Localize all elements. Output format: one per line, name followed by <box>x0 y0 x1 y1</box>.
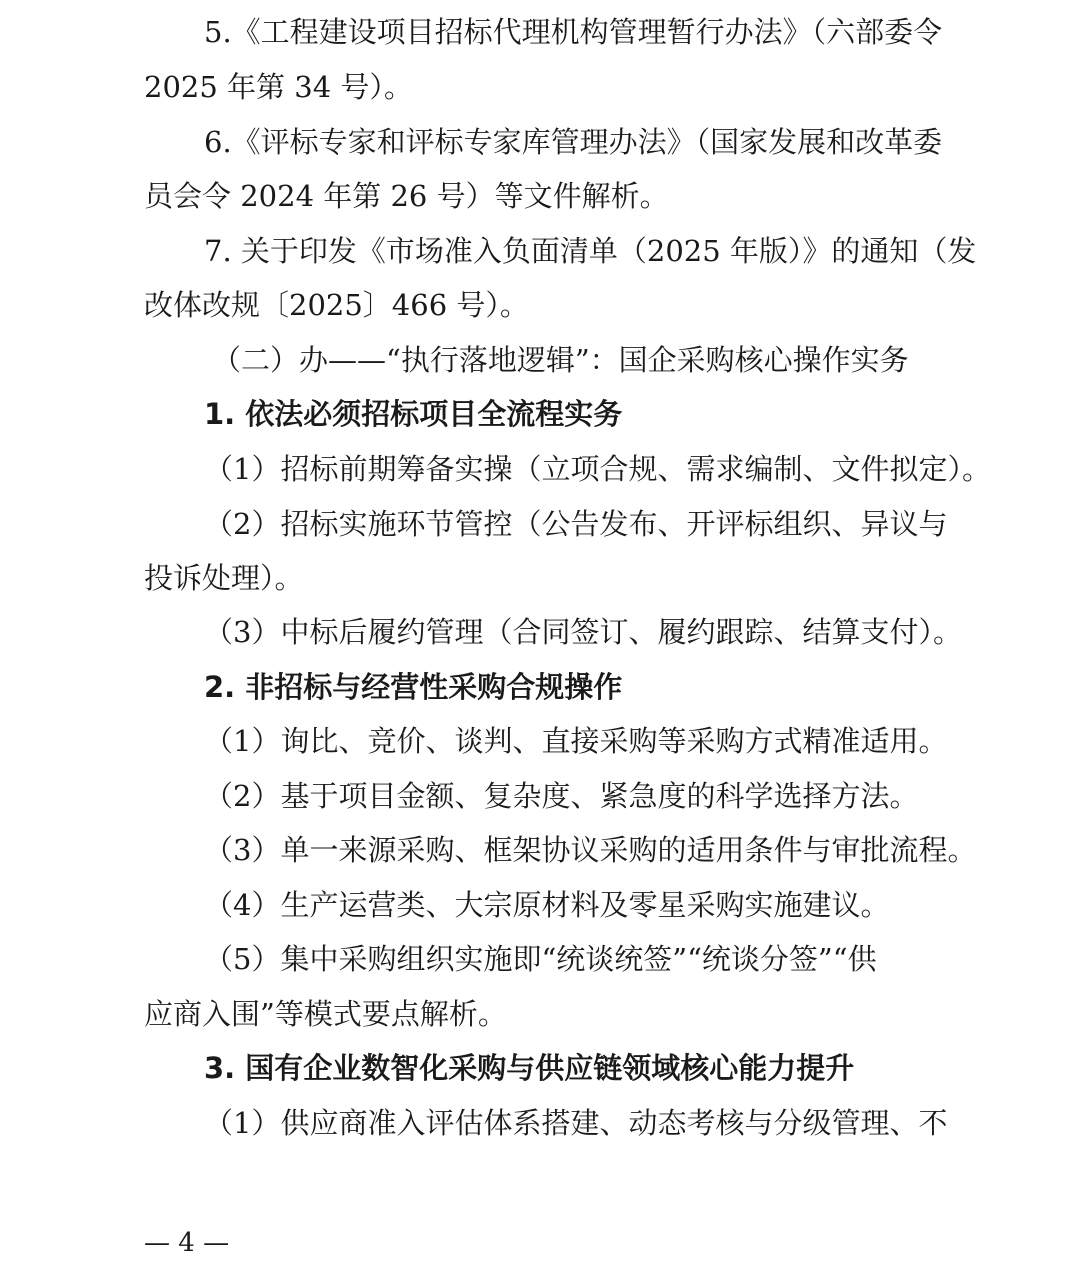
list-item-5: 5.《工程建设项目招标代理机构管理暂行办法》（六部委令 <box>204 15 943 49</box>
subsection-heading-2: 2. 非招标与经营性采购合规操作 <box>204 670 623 704</box>
list-item-1-1: （1）招标前期筹备实操（立项合规、需求编制、文件拟定）。 <box>204 452 991 486</box>
subsection-heading-3: 3. 国有企业数智化采购与供应链领域核心能力提升 <box>204 1051 855 1085</box>
list-item-2-5-continued: 应商入围”等模式要点解析。 <box>144 997 507 1031</box>
list-item-1-3: （3）中标后履约管理（合同签订、履约跟踪、结算支付）。 <box>204 615 962 649</box>
list-item-7-continued: 改体改规〔2025〕466 号）。 <box>144 288 529 322</box>
list-item-2-3: （3）单一来源采购、框架协议采购的适用条件与审批流程。 <box>204 833 977 867</box>
list-item-3-1: （1）供应商准入评估体系搭建、动态考核与分级管理、不 <box>204 1106 948 1140</box>
list-item-2-1: （1）询比、竞价、谈判、直接采购等采购方式精准适用。 <box>204 724 948 758</box>
list-item-5-continued: 2025 年第 34 号）。 <box>144 70 413 104</box>
list-item-7: 7. 关于印发《市场准入负面清单（2025 年版）》的通知（发 <box>204 234 977 268</box>
list-item-1-2: （2）招标实施环节管控（公告发布、开评标组织、异议与 <box>204 507 948 541</box>
page-number: — 4 — <box>144 1228 230 1258</box>
list-item-6: 6.《评标专家和评标专家库管理办法》（国家发展和改革委 <box>204 125 943 159</box>
list-item-2-2: （2）基于项目金额、复杂度、紧急度的科学选择方法。 <box>204 779 919 813</box>
list-item-1-2-continued: 投诉处理）。 <box>144 561 304 595</box>
list-item-6-continued: 员会令 2024 年第 26 号）等文件解析。 <box>144 179 669 213</box>
subsection-heading-1: 1. 依法必须招标项目全流程实务 <box>204 397 623 431</box>
list-item-2-5: （5）集中采购组织实施即“统谈统签”“统谈分签”“供 <box>204 942 877 976</box>
list-item-2-4: （4）生产运营类、大宗原材料及零星采购实施建议。 <box>204 888 890 922</box>
section-heading-2: （二）办——“执行落地逻辑”：国企采购核心操作实务 <box>212 343 909 377</box>
